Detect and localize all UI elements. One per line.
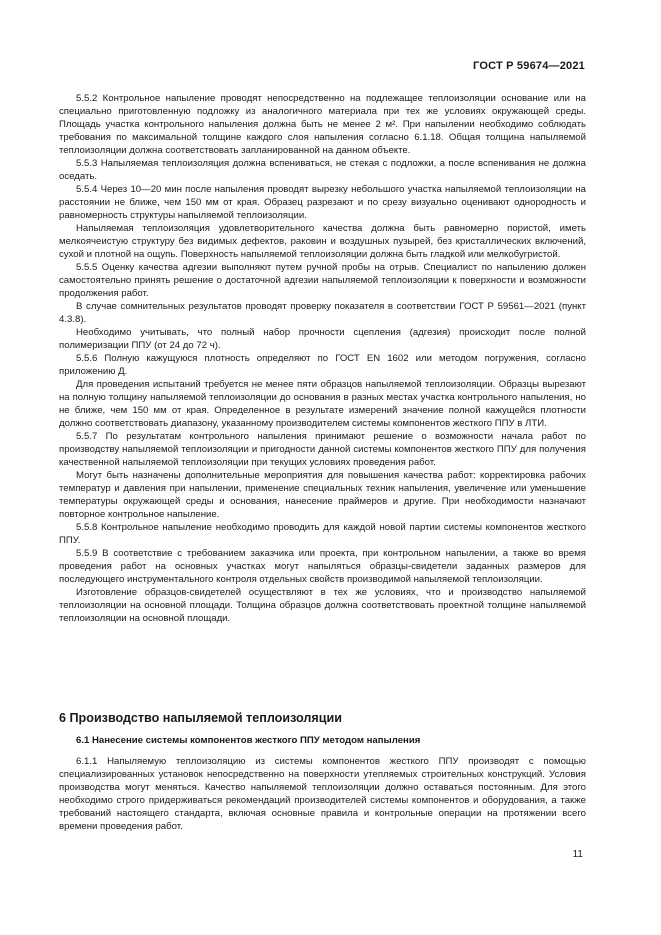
body-text	[59, 92, 586, 625]
subsection-heading: 6.1 Нанесение системы компонентов жесткого ППУ методом напыления	[76, 735, 421, 746]
paragraph: 5.5.7 По результатам контрольного напыления принимают решение о возможности начала работ по производству напыляемой теплоизоляции и пригодности данной системы компонентов жесткого ППУ для получения качественной напыляемой теплоизоляции при текущих условиях проведения работ.	[59, 431, 586, 468]
paragraph: 5.5.8 Контрольное напыление необходимо проводить для каждой новой партии системы компонентов жесткого ППУ.	[59, 522, 586, 546]
paragraph: 5.5.3 Напыляемая теплоизоляция должна вспениваться, не стекая с подложки, а после вспенивания не должна оседать.	[59, 158, 586, 182]
paragraph: 5.5.9 В соответствие с требованием заказчика или проекта, при контрольном напылении, а также во время проведения работ на основных участках могут напыляться образцы-свидетели заданных размеров для последующего инструментального контроля отдельных свойств производимой напыляемой теплоизоляции.	[59, 548, 586, 585]
paragraph: 6.1.1 Напыляемую теплоизоляцию из системы компонентов жесткого ППУ производят с помощью специализированных установок непосредственно на поверхности утепляемых строительных конструкций. Условия производства могут меняться. Качество напыляемой теплоизоляции должно оставаться постоянным. Для этого необходимо строго придерживаться рекомендаций производителей системы компонентов и оборудования, а также требований настоящего стандарта, включая основные правила и контрольные операции на протяжении всего времени проведения работ.	[59, 756, 586, 832]
paragraph: Напыляемая теплоизоляция удовлетворительного качества должна быть равномерно пористой, иметь мелкоячеистую структуру без видимых дефектов, раковин и воздушных пузырей, без кристаллических включений, сухой и плотной на ощупь. Поверхность напыляемой теплоизоляции должна быть гладкой или мелкобугристой.	[59, 223, 586, 260]
paragraph: 5.5.2 Контрольное напыление проводят непосредственно на подлежащее теплоизоляции основание или на специально приготовленную подложку из аналогичного материала при тех же условиях окружающей среды. Площадь участка контрольного напыления должна быть не менее 2 м². При напылении необходимо соблюдать требования по максимальной толщине каждого слоя напыления согласно 6.1.18. Общая толщина напыляемой теплоизоляции должна соответствовать запланированной на данном объекте.	[59, 93, 586, 156]
section-body-text	[59, 755, 586, 833]
paragraph: 5.5.6 Полную кажущуюся плотность определяют по ГОСТ EN 1602 или методом погружения, согласно приложению Д.	[59, 353, 586, 377]
paragraph: Могут быть назначены дополнительные мероприятия для повышения качества работ: корректировка рабочих температур и давления при напылении, применение специальных техник напыления, увеличение или уменьшение температуры окружающей среды и основания, нанесение праймеров и другие. При необходимости назначают повторное контрольное напыление.	[59, 470, 586, 520]
paragraph: Для проведения испытаний требуется не менее пяти образцов напыляемой теплоизоляции. Образцы вырезают на полную толщину напыляемой теплоизоляции до основания в разных местах участка контрольного напыления, но не ближе, чем 150 мм от края. Определенное в результате измерений значение полной кажущейся плотности должно соответствовать диапазону, указанному производителем системы компонентов жесткого ППУ в ЛТИ.	[59, 379, 586, 429]
paragraph: Изготовление образцов-свидетелей осуществляют в тех же условиях, что и производство напыляемой теплоизоляции на основной площади. Толщина образцов должна соответствовать проектной толщине напыляемой теплоизоляции на основной площади.	[59, 587, 586, 624]
document-code: ГОСТ Р 59674—2021	[473, 60, 585, 72]
paragraph: 5.5.4 Через 10—20 мин после напыления проводят вырезку небольшого участка напыляемой теплоизоляции на расстоянии не ближе, чем 150 мм от края. Образец разрезают и по срезу визуально оценивают однородность и равномерность структуры напыляемой теплоизоляции.	[59, 184, 586, 221]
page-number: 11	[572, 849, 583, 860]
paragraph: В случае сомнительных результатов проводят проверку показателя в соответствии ГОСТ Р 59561—2021 (пункт 4.3.8).	[59, 301, 586, 325]
paragraph: 5.5.5 Оценку качества адгезии выполняют путем ручной пробы на отрыв. Специалист по напылению должен самостоятельно принять решение о достаточной адгезии напыляемой теплоизоляции к поверхности и возможности продолжения работ.	[59, 262, 586, 299]
section-heading: 6 Производство напыляемой теплоизоляции	[59, 711, 343, 725]
paragraph: Необходимо учитывать, что полный набор прочности сцепления (адгезия) происходит после полной полимеризации ППУ (от 24 до 72 ч).	[59, 327, 586, 351]
